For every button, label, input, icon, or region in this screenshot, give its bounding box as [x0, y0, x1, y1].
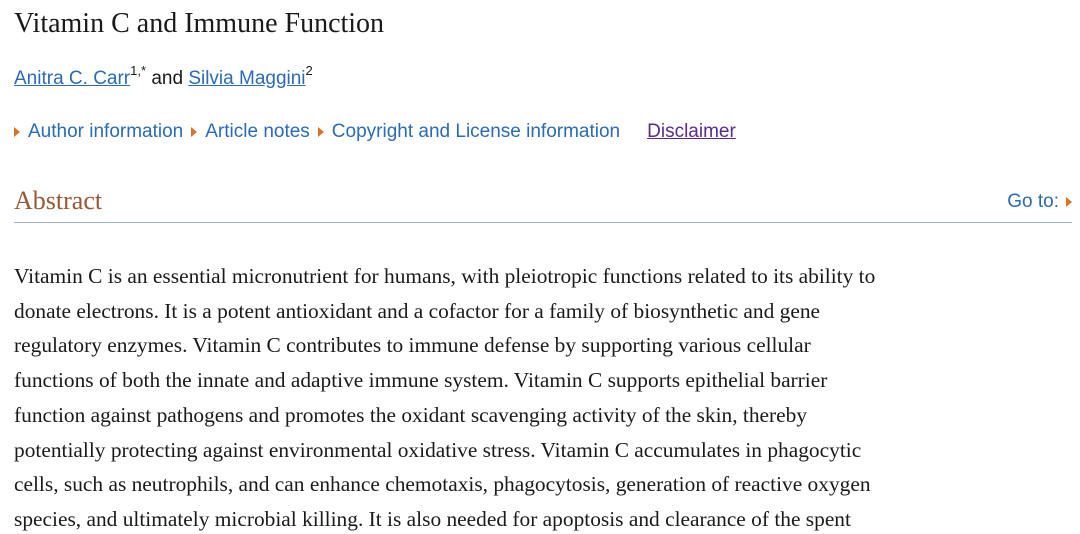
copyright-license-label: Copyright and License information	[331, 121, 621, 142]
article-title: Vitamin C and Immune Function	[14, 8, 385, 39]
abstract-section-header	[14, 184, 1072, 223]
abstract-line: regulatory enzymes. Vitamin C contributes to immune defense by supporting various cellular	[14, 333, 811, 358]
author-affiliation-maggini: 2	[305, 62, 313, 78]
abstract-heading: Abstract	[14, 186, 103, 215]
triangle-right-icon	[1066, 197, 1072, 207]
abstract-line: function against pathogens and promotes the oxidant scavenging activity of the skin, thereby	[14, 402, 808, 427]
abstract-body	[14, 259, 1070, 534]
goto-label: Go to:	[1007, 191, 1059, 212]
author-affiliation-carr: 1,*	[130, 62, 147, 78]
abstract-line: species, and ultimately microbial killing. It is also needed for apoptosis and clearance of the spent	[14, 506, 851, 531]
goto-menu-button[interactable]	[1007, 188, 1072, 216]
abstract-line: potentially protecting against environmental oxidative stress. Vitamin C accumulates in phagocytic	[14, 437, 862, 462]
triangle-right-icon	[318, 127, 324, 137]
article-info-row	[14, 118, 736, 146]
author-information-label: Author information	[28, 121, 184, 142]
disclaimer-link[interactable]: Disclaimer	[647, 121, 736, 142]
triangle-right-icon	[191, 127, 197, 137]
copyright-license-toggle[interactable]	[318, 118, 620, 146]
abstract-line: cells, such as neutrophils, and can enhance chemotaxis, phagocytosis, generation of reactive oxygen	[14, 472, 871, 497]
author-separator: and	[146, 68, 189, 89]
author-link-carr[interactable]: Anitra C. Carr	[14, 68, 131, 89]
abstract-line: Vitamin C is an essential micronutrient for humans, with pleiotropic functions related to its ability to	[14, 264, 876, 288]
author-link-maggini[interactable]: Silvia Maggini	[188, 68, 306, 89]
article-notes-toggle[interactable]	[191, 118, 310, 146]
author-list	[14, 62, 313, 92]
triangle-right-icon	[14, 127, 20, 137]
author-information-toggle[interactable]	[14, 118, 183, 146]
abstract-line: donate electrons. It is a potent antioxidant and a cofactor for a family of biosynthetic and gene	[14, 298, 821, 323]
abstract-line: functions of both the innate and adaptive immune system. Vitamin C supports epithelial barrier	[14, 368, 828, 393]
article-notes-label: Article notes	[205, 121, 310, 142]
